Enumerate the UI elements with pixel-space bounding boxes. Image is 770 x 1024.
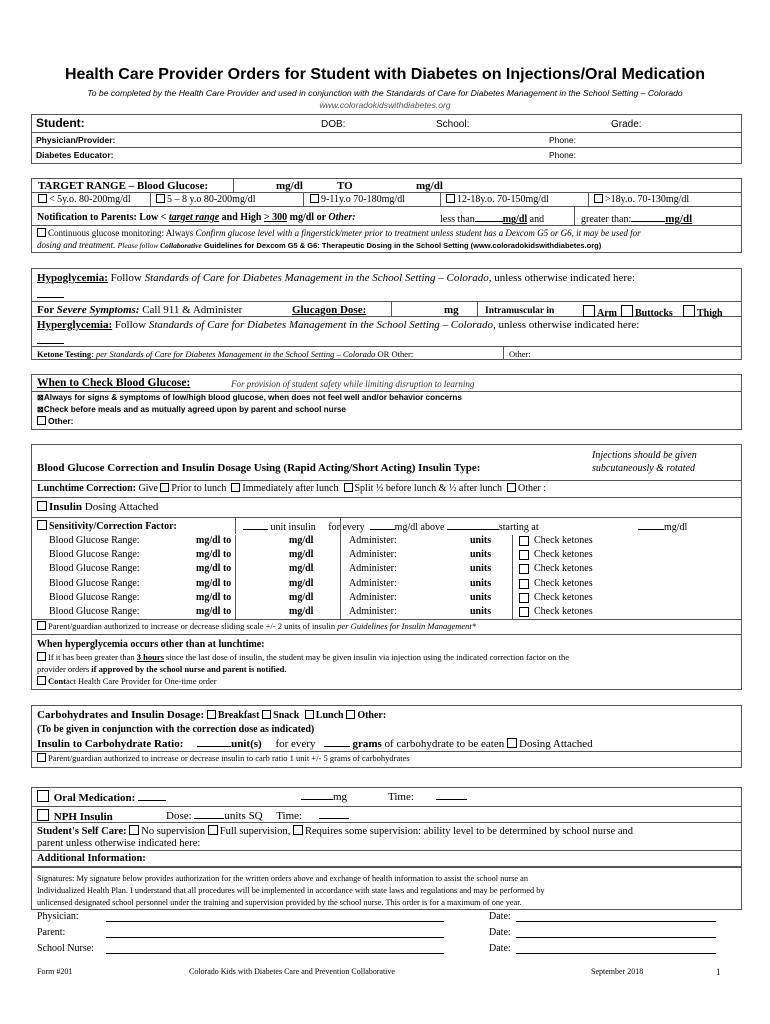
checkbox[interactable] [37, 652, 46, 661]
bg-range-units: units [470, 563, 492, 575]
site-buttocks[interactable]: Buttocks [621, 305, 673, 319]
when-check-note: For provision of student safety while limiting disruption to learning [231, 379, 475, 389]
educator-label: Diabetes Educator: [36, 150, 114, 160]
sliding-scale-authorization: Parent/guardian authorized to increase or decrease sliding scale +/- 2 units of insulin per Guidelines for Insulin Management* [37, 621, 476, 631]
checkbox[interactable] [156, 194, 165, 203]
bg-range-mgdl-to: mg/dl to [196, 563, 232, 575]
form-number: Form #201 [37, 967, 73, 976]
cgm-line-2: dosing and treatment. Please follow Collaborative Guidelines for Dexcom G5 & G6: Therapeutic Dosing in the School Setting (www.coloradokidswithdiabetes.org) [37, 240, 602, 250]
checkbox[interactable] [262, 710, 271, 719]
bg-range-units: units [470, 577, 492, 589]
injection-note-2: subcutaneously & rotated [592, 463, 695, 474]
bg-range-mgdl: mg/dl [289, 606, 314, 617]
checkbox[interactable] [305, 710, 314, 719]
hypoglycemia-line: Hypoglycemia: Follow Standards of Care for Diabetes Management in the School Setting – Colorado, unless otherwise indicated here: [37, 272, 636, 284]
age-range-1[interactable]: < 5y.o. 80-200mg/dl [38, 194, 131, 205]
lunchtime-correction-line: Lunchtime Correction: Give Prior to lunch Immediately after lunch Split ½ before lunch & ½ after lunch Other : [37, 483, 547, 494]
footer-date: September 2018 [591, 967, 644, 976]
check-other[interactable]: Other: [37, 416, 74, 426]
check-ketones-checkbox[interactable] [519, 564, 531, 576]
age-range-4[interactable]: 12-18y.o. 70-150mg/dl [446, 194, 549, 205]
carb-parent-authorization: Parent/guardian authorized to increase or decrease insulin to carb ratio 1 unit +/- 5 grams of carbohydrates [37, 753, 410, 763]
oral-med-mg: mg [301, 790, 347, 803]
bg-range-check: Check ketones [534, 606, 593, 617]
hyperglycemia-line: Hyperglycemia: Follow Standards of Care for Diabetes Management in the School Setting – Colorado, unless otherwise indicated here: [37, 319, 640, 331]
checkbox[interactable] [37, 753, 46, 762]
glucagon-mg: mg [444, 304, 459, 316]
physician-phone-label: Phone: [549, 135, 576, 145]
oral-med-time: Time: [388, 790, 467, 803]
signature-text-2: Individualized Health Plan. I understand that all procedures will be implemented in accordance with state laws and regulations and may be performed by [37, 886, 545, 895]
page-number: 1 [716, 967, 721, 977]
bg-range-mgdl: mg/dl [289, 591, 314, 603]
bg-range-units: units [470, 535, 492, 546]
bg-range-label: Blood Glucose Range: [49, 591, 140, 603]
page-title: Health Care Provider Orders for Student with Diabetes on Injections/Oral Medication [64, 66, 706, 83]
bg-range-mgdl: mg/dl [289, 535, 314, 546]
subtitle: To be completed by the Health Care Provider and used in conjunction with the Standards of Care for Diabetes Management in the School Setting – Colorado [87, 88, 683, 98]
bg-range-mgdl-to: mg/dl to [196, 591, 232, 603]
checkbox[interactable] [344, 483, 353, 492]
check-ketones-checkbox[interactable] [519, 550, 531, 562]
target-mgdl-2: mg/dl [416, 180, 443, 192]
correction-title: Blood Glucose Correction and Insulin Dosage Using (Rapid Acting/Short Acting) Insulin Type: [37, 462, 481, 474]
checkbox[interactable] [683, 305, 695, 317]
age-range-2[interactable]: 5 – 8 y.o 80-200mg/dl [156, 194, 256, 205]
checkbox[interactable] [37, 809, 49, 821]
bg-range-mgdl-to: mg/dl to [196, 606, 232, 617]
site-thigh[interactable]: Thigh [683, 305, 723, 319]
checkbox[interactable] [621, 305, 633, 317]
parent-signature-line[interactable] [106, 937, 444, 938]
signature-text-1: Signatures: My signature below provides authorization for the written orders above and exchange of health information to assist the school nurse an [37, 874, 528, 883]
ketone-testing-line: Ketone Testing: per Standards of Care for Diabetes Management in the School Setting – Colorado OR Other: [37, 349, 414, 359]
checkbox[interactable] [507, 483, 516, 492]
checkbox[interactable] [38, 194, 47, 203]
glucagon-dose-label: Glucagon Dose: [292, 304, 367, 316]
self-care-line: Student's Self Care: No supervision Full supervision, Requires some supervision: ability level to be determined by school nurse and [37, 826, 634, 837]
checkbox[interactable] [37, 676, 46, 685]
checkbox[interactable] [594, 194, 603, 203]
checkbox[interactable] [37, 520, 47, 530]
bg-range-check: Check ketones [534, 563, 593, 575]
checkbox[interactable] [37, 501, 47, 511]
hyper-lunch-2: provider orders if approved by the school nurse and parent is notified. [37, 664, 287, 674]
additional-info: Additional Information: [37, 853, 146, 864]
carb-ratio-line: Insulin to Carbohydrate Ratio: unit(s) for every grams of carbohydrate to be eaten Dosing Attached [37, 738, 593, 750]
nph-dose: Dose: units SQ Time: [166, 809, 349, 822]
hyper-lunch-1: If it has been greater than 3 hours since the last dose of insulin, the student may be given insulin via injection using the indicated correction factor on the [37, 652, 569, 662]
checkbox[interactable] [208, 825, 218, 835]
educator-phone-label: Phone: [549, 150, 576, 160]
parent-date-line[interactable] [516, 937, 716, 938]
sensitivity-end: mg/dl [638, 520, 687, 533]
when-check-title: When to Check Blood Glucose: [37, 377, 191, 389]
parent-date-label: Date: [489, 927, 511, 938]
check-ketones-checkbox[interactable] [519, 607, 531, 619]
age-range-5[interactable]: >18y.o. 70-130mg/dl [594, 194, 689, 205]
check-ketones-checkbox[interactable] [519, 593, 531, 605]
check-item-1: ⊠Always for signs & symptoms of low/high blood glucose, when does not feel well and/or behavior concerns [37, 393, 462, 402]
self-care-line-2: parent unless otherwise indicated here: [37, 838, 201, 849]
sensitivity-values: unit insulin for every mg/dl above starting at [243, 520, 539, 533]
school-label: School: [436, 119, 470, 130]
bg-range-admin: Administer: [349, 577, 397, 589]
target-range-label: TARGET RANGE – Blood Glucose: [38, 180, 209, 192]
dob-label: DOB: [321, 119, 346, 130]
student-label: Student: [36, 116, 85, 130]
bg-range-label: Blood Glucose Range: [49, 549, 140, 561]
checkbox[interactable] [293, 825, 303, 835]
website-link[interactable]: www.coloradokidswithdiabetes.org [319, 100, 451, 110]
checkbox[interactable] [37, 416, 46, 425]
physician-signature-line[interactable] [106, 921, 444, 922]
physician-signature-label: Physician: [37, 911, 79, 922]
intramuscular-label: Intramuscular in [485, 306, 555, 316]
nurse-signature-line[interactable] [106, 953, 444, 954]
checkbox[interactable] [129, 825, 139, 835]
carbs-subtitle: (To be given in conjunction with the correction dose as indicated) [37, 724, 315, 735]
insulin-dosing-attached[interactable]: Insulin Dosing Attached [37, 501, 158, 513]
bg-range-label: Blood Glucose Range: [49, 563, 140, 575]
bg-range-admin: Administer: [349, 591, 397, 603]
checkbox[interactable] [37, 228, 46, 237]
bg-range-admin: Administer: [349, 606, 397, 617]
bg-range-label: Blood Glucose Range: [49, 535, 140, 546]
parent-signature-label: Parent: [37, 927, 66, 938]
checkbox[interactable] [37, 621, 46, 630]
bg-range-label: Blood Glucose Range: [49, 606, 140, 617]
physician-date-line[interactable] [516, 921, 716, 922]
checkbox[interactable] [310, 194, 319, 203]
bg-range-admin: Administer: [349, 535, 397, 546]
check-ketones-checkbox[interactable] [519, 536, 531, 548]
bg-range-mgdl-to: mg/dl to [196, 535, 232, 546]
bg-range-mgdl: mg/dl [289, 549, 314, 561]
bg-range-mgdl-to: mg/dl to [196, 549, 232, 561]
bg-range-admin: Administer: [349, 563, 397, 575]
age-range-3[interactable]: 9-11y.o 70-180mg/dl [310, 194, 405, 205]
bg-range-check: Check ketones [534, 591, 593, 603]
checkbox[interactable] [583, 305, 595, 317]
notify-greater-than: greater than: mg/dl [581, 213, 693, 225]
grade-label: Grade: [611, 119, 642, 130]
physician-label: Physician/Provider: [36, 135, 116, 145]
nurse-date-label: Date: [489, 943, 511, 954]
physician-date-label: Date: [489, 911, 511, 922]
bg-range-check: Check ketones [534, 549, 593, 561]
checkbox[interactable] [37, 790, 49, 802]
nph-line: NPH Insulin [37, 809, 113, 823]
bg-range-check: Check ketones [534, 535, 593, 546]
carbs-title: Carbohydrates and Insulin Dosage: Breakfast Snack Lunch Other: [37, 709, 387, 721]
site-arm[interactable]: Arm [583, 305, 617, 319]
bg-range-label: Blood Glucose Range: [49, 577, 140, 589]
footer-org: Colorado Kids with Diabetes Care and Prevention Collaborative [189, 967, 395, 976]
nurse-signature-label: School Nurse: [37, 943, 94, 954]
oral-med-line: Oral Medication: [37, 790, 166, 804]
check-ketones-checkbox[interactable] [519, 579, 531, 591]
checkbox[interactable] [160, 483, 169, 492]
sensitivity-line: Sensitivity/Correction Factor: [37, 520, 177, 532]
bg-range-mgdl-to: mg/dl to [196, 577, 232, 589]
nurse-date-line[interactable] [516, 953, 716, 954]
checkbox[interactable] [231, 483, 240, 492]
bg-range-mgdl: mg/dl [289, 577, 314, 589]
bg-range-units: units [470, 591, 492, 603]
notify-less-than: less than mg/dl and [440, 214, 545, 225]
severe-symptoms-line: For Severe Symptoms: Call 911 & Administer [37, 304, 243, 316]
cgm-line-1: Continuous glucose monitoring: Always Confirm glucose level with a fingerstick/meter prior to treatment unless student has a Dexcom G5 or G6, it may be used for [37, 228, 641, 238]
hyper-lunch-title: When hyperglycemia occurs other than at lunchtime: [37, 639, 265, 650]
signature-text-3: unlicensed designated school personnel under the training and supervision provided by the school nurse. This order is for a maximum of one year. [37, 898, 522, 907]
checkbox[interactable] [207, 710, 216, 719]
checkbox[interactable] [446, 194, 455, 203]
bg-range-units: units [470, 606, 492, 617]
notification-line: Notification to Parents: Low < target range and High > 300 mg/dl or Other: [37, 212, 356, 223]
ketone-other: Other: [509, 349, 531, 359]
target-to: TO [337, 180, 353, 192]
checkbox[interactable] [346, 710, 355, 719]
target-mgdl-1: mg/dl [276, 180, 303, 192]
hyper-lunch-3: Contact Health Care Provider for One-time order [37, 676, 217, 686]
bg-range-admin: Administer: [349, 549, 397, 561]
bg-range-units: units [470, 549, 492, 561]
bg-range-mgdl: mg/dl [289, 563, 314, 575]
injection-note-1: Injections should be given [592, 450, 697, 461]
bg-range-check: Check ketones [534, 577, 593, 589]
check-item-2: ⊠Check before meals and as mutually agreed upon by parent and school nurse [37, 405, 346, 414]
checkbox[interactable] [507, 738, 517, 748]
